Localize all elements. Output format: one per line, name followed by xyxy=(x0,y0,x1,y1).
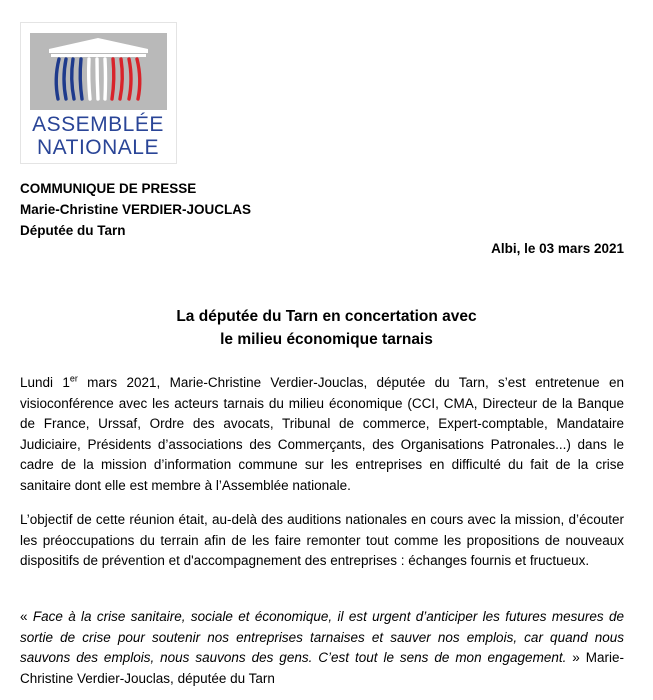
press-title xyxy=(0,305,653,351)
quote-close: » xyxy=(566,650,586,665)
press-header xyxy=(20,178,251,241)
title-line2: le milieu économique tarnais xyxy=(220,331,433,348)
paragraph-2: L’objectif de cette réunion était, au-delà des auditions nationales en cours avec la mission, d’écouter les préoccupations du terrain afin de les faire remonter tout comme les propositions de nouveaux dispositifs de prévention et d'accompagnement des entreprises : échanges fournis et fructueux. xyxy=(20,512,624,568)
logo-line1: ASSEMBLÉE xyxy=(32,113,164,136)
p1-lead: Lundi 1 xyxy=(20,375,70,390)
p1-rest: mars 2021, Marie-Christine Verdier-Jouclas, députée du Tarn, s’est entretenue en visioconférence avec les acteurs tarnais du milieu économique (CCI, CMA, Directeur de la Banque de France, Urssaf, Ordre des avocats, Tribunal de commerce, Expert-comptable, Mandataire Judiciaire, Présidents d’associations des Commerçants, des Organisations Patronales...) dans le cadre de la mission d’information commune sur les entreprises en difficulté du fait de la crise sanitaire dont elle est membre à l’Assemblée nationale. xyxy=(20,375,625,493)
author-name: Marie-Christine VERDIER-JOUCLAS xyxy=(20,202,252,217)
title-line1: La députée du Tarn en concertation avec xyxy=(176,308,477,325)
p1-superscript: er xyxy=(69,373,78,384)
doc-type: COMMUNIQUE DE PRESSE xyxy=(20,181,197,196)
dateline: Albi, le 03 mars 2021 xyxy=(491,241,624,256)
hemicycle-emblem xyxy=(21,23,176,163)
paragraph-1 xyxy=(20,373,624,496)
quote-open: « xyxy=(20,609,33,624)
quote-text: Face à la crise sanitaire, sociale et économique, il est urgent d’anticiper les futures mesures de sortie de crise pour soutenir nos entreprises tarnaises et sauver nos emplois, car quand nous sauvons des emplois, nous sauvons des gens. C’est tout le sens de mon engagement. xyxy=(20,609,624,665)
quote-attribution: Marie-Christine Verdier-Jouclas, députée du Tarn xyxy=(20,650,625,686)
pediment-base xyxy=(49,49,148,53)
pediment-frieze xyxy=(51,54,146,57)
author-role: Députée du Tarn xyxy=(20,223,126,238)
logo-line2: NATIONALE xyxy=(37,136,159,159)
assemblee-nationale-logo xyxy=(20,22,177,164)
quote-paragraph xyxy=(20,607,624,689)
